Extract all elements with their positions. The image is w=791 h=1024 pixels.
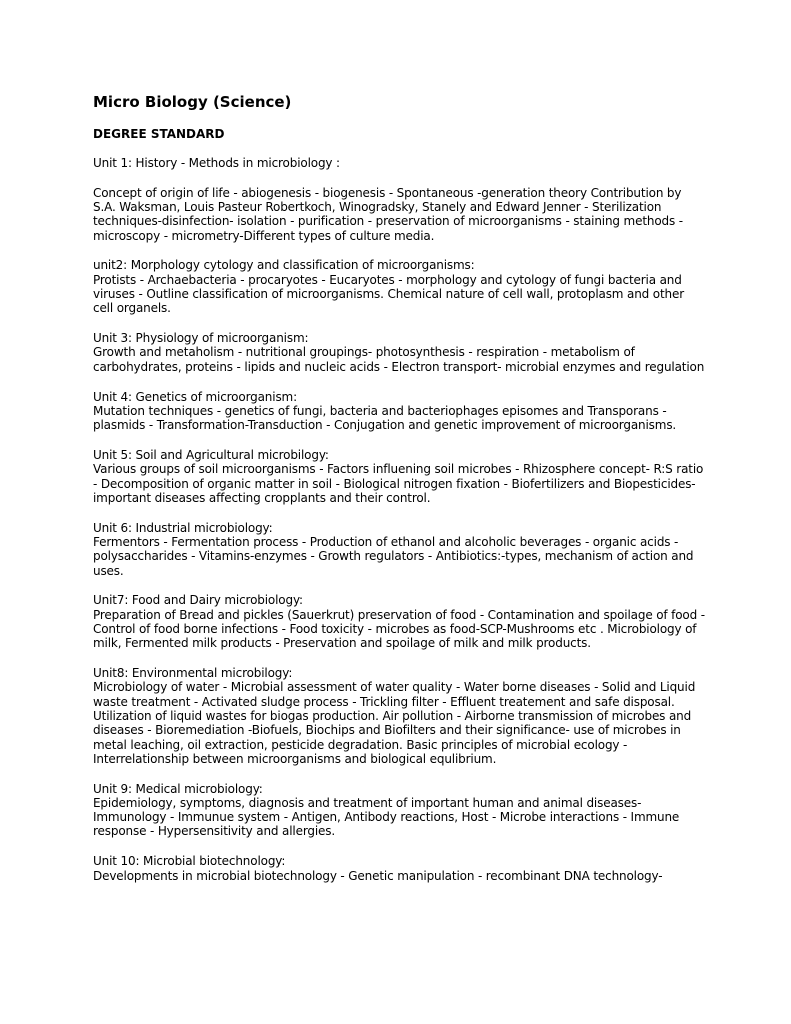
unit-heading: Unit7: Food and Dairy microbiology:	[93, 593, 303, 608]
unit-body: Fermentors - Fermentation process - Production of ethanol and alcoholic beverages - organic acids - polysaccharides - Vitamins-enzymes - Growth regulators - Antibiotics:-types, mechanism of action and uses.	[93, 534, 694, 578]
unit-body: Microbiology of water - Microbial assessment of water quality - Water borne diseases - Solid and Liquid waste treatment - Activated sludge process - Trickling filter - Effluent treatement and safe disposal. Utilization of liquid wastes for biogas production. Air pollution - Airborne transmission of microbes and diseases - Bioremediation -Biofuels, Biochips and Biofilters and their significance- use of microbes in metal leaching, oil extraction, pesticide degradation. Basic principles of microbial ecology - Interrelationship between microorganisms and biological equlibrium.	[93, 680, 696, 766]
unit-body: Concept of origin of life - abiogenesis - biogenesis - Spontaneous -generation theory Contribution by S.A. Waksman, Louis Pasteur Robertkoch, Winogradsky, Stanely and Edward Jenner - Sterilization techniques-disinfection- isolation - purification - preservation of microorganisms - staining methods - microscopy - micrometry-Different types of culture media.	[93, 185, 683, 243]
unit-heading: Unit 5: Soil and Agricultural microbilogy:	[93, 447, 329, 462]
unit-8-section	[93, 666, 705, 766]
unit-7-section	[93, 593, 705, 650]
unit-heading: Unit 9: Medical microbiology:	[93, 781, 263, 796]
unit-heading: Unit8: Environmental microbilogy:	[93, 666, 293, 681]
document-page	[93, 92, 705, 883]
unit-heading: Unit 6: Industrial microbiology:	[93, 520, 273, 535]
unit-5-section	[93, 448, 705, 505]
unit-9-section	[93, 782, 705, 839]
unit-3-section	[93, 331, 705, 374]
unit-4-section	[93, 390, 705, 433]
unit-heading: unit2: Morphology cytology and classification of microorganisms:	[93, 258, 475, 273]
unit-body: Preparation of Bread and pickles (Sauerkrut) preservation of food - Contamination and spoilage of food - Control of food borne infections - Food toxicity - microbes as food-SCP-Mushrooms etc . Microbiology of milk, Fermented milk products - Preservation and spoilage of milk and milk products.	[93, 607, 705, 651]
unit-body: Growth and metaholism - nutritional groupings- photosynthesis - respiration - metabolism of carbohydrates, proteins - lipids and nucleic acids - Electron transport- microbial enzymes and regulation	[93, 345, 705, 374]
unit-1-section	[93, 186, 705, 243]
unit-body: Various groups of soil microorganisms - Factors influening soil microbes - Rhizosphere concept- R:S ratio - Decomposition of organic matter in soil - Biological nitrogen fixation - Biofertilizers and Biopesticides- important diseases affecting cropplants and their control.	[93, 462, 704, 505]
unit-2-section	[93, 258, 705, 315]
unit-10-section	[93, 854, 705, 883]
unit-body: Epidemiology, symptoms, diagnosis and treatment of important human and animal diseases- Immunology - Immunue system - Antigen, Antibody reactions, Host - Microbe interactions - Immune response - Hypersensitivity and allergies.	[93, 795, 680, 839]
unit-body: Protists - Archaebacteria - procaryotes - Eucaryotes - morphology and cytology of fungi bacteria and viruses - Outline classification of microorganisms. Chemical nature of cell wall, protoplasm and other cell organels.	[93, 272, 685, 316]
unit-1-heading: Unit 1: History - Methods in microbiology :	[93, 156, 340, 170]
unit-heading: Unit 4: Genetics of microorganism:	[93, 389, 297, 404]
unit-heading: Unit 10: Microbial biotechnology:	[93, 854, 286, 869]
unit-heading: Unit 3: Physiology of microorganism:	[93, 331, 309, 346]
unit-6-section	[93, 521, 705, 578]
document-subtitle: DEGREE STANDARD	[93, 127, 225, 141]
unit-body: Developments in microbial biotechnology - Genetic manipulation - recombinant DNA technology-	[93, 868, 663, 883]
unit-body: Mutation techniques - genetics of fungi, bacteria and bacteriophages episomes and Transporans - plasmids - Transformation-Transduction - Conjugation and genetic improvement of microorganisms.	[93, 403, 677, 433]
document-title: Micro Biology (Science)	[93, 93, 292, 111]
